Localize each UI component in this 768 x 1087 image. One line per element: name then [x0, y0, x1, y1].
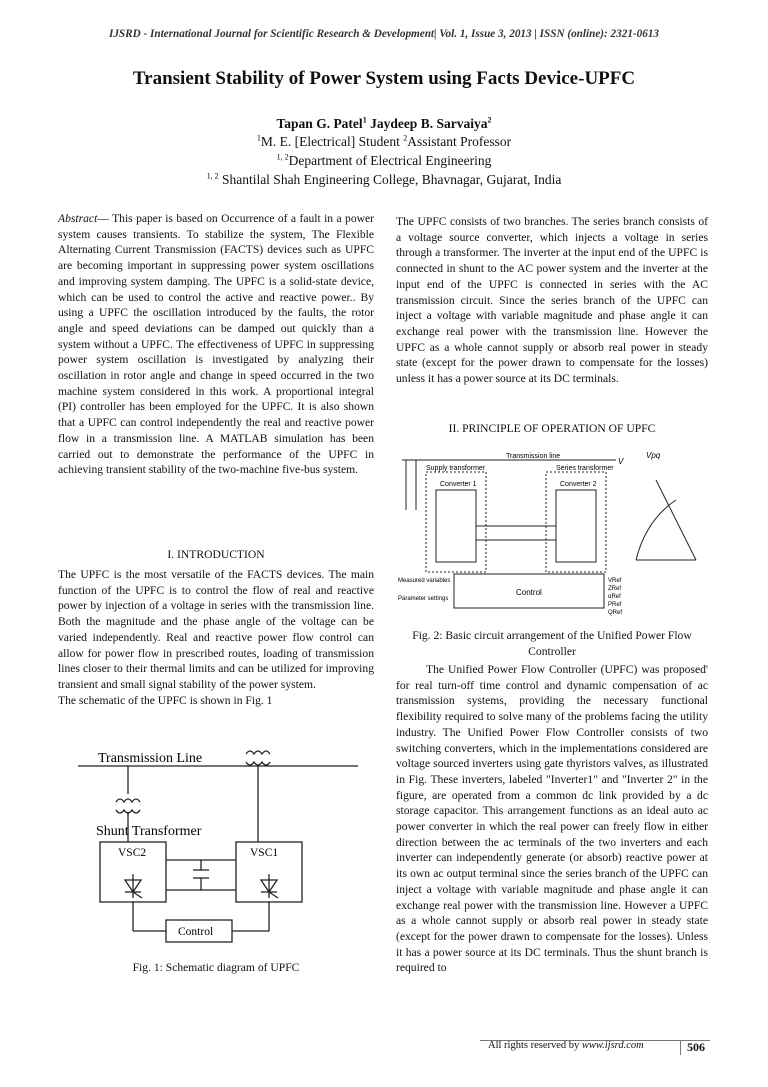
- abstract: [58, 211, 374, 478]
- right-paragraph-1: The UPFC consists of two branches. The series branch consists of a voltage source converter, which injects a voltage in series through a transformer. The inverter at the input end of the UPFC is connected in shunt to the AC power system and the inverter at the input end of the UPFC is connected in series with the AC transmission circuit. Since the series branch of the UPFC can inject a voltage with variable magnitude and phase angle it can exchange real power with the transmission line. However the UPFC as a whole cannot supply or absorb real power in steady state (except for the power drawn to compensate for the losses) unless it has a power source at its DC terminals.: [396, 215, 708, 386]
- fig2-zref-label: ZRef: [608, 586, 622, 592]
- section-principle-heading: II. PRINCIPLE OF OPERATION OF UPFC: [448, 422, 656, 435]
- fig1-vsc2-label: VSC2: [118, 847, 147, 859]
- fig2-vref-label: VRef: [608, 578, 622, 584]
- fig2-converter2-label: Converter 2: [560, 481, 597, 488]
- paper-title: Transient Stability of Power System using Facts Device-UPFC: [132, 68, 636, 89]
- fig1-vsc1-label: VSC1: [250, 847, 279, 859]
- aff2-text: Department of Electrical Engineering: [288, 153, 492, 168]
- aff1-text-b: Assistant Professor: [407, 134, 512, 149]
- author-1-sup: 1: [362, 115, 367, 125]
- fig1-shunt-transformer-label: Shunt Transformer: [96, 824, 202, 839]
- fig2-series-transformer-label: Series transformer: [556, 465, 614, 472]
- fig2-transmission-line-label: Transmission line: [506, 453, 561, 460]
- upfc-schematic-diagram: [58, 742, 374, 974]
- footer-site-link[interactable]: www.ijsrd.com: [581, 1040, 644, 1051]
- fig2-parameter-label: Parameter settings: [398, 596, 449, 602]
- aff1-sup: 1: [256, 133, 261, 143]
- right-paragraph-2: The Unified Power Flow Controller (UPFC) was proposed' for real turn-off time control and dynamic compensation of ac transmission systems, providing the necessary functional flexibility required to solve many of the problems facing the utility industry. The Unified Power Flow Controller consists of two switching converters, which in the implementations considered are voltage sourced inverters using gate thyristors valves, as illustrated in Fig. These inverters, labeled "Inverter1" and "Inverter 2" in the figure, are operated from a common dc link provided by a dc storage capacitor. This arrangement functions as an ideal auto ac power converter in which the real power can freely flow in either direction between the ac terminals of the two inverters and each inverter can independently generate (or absorb) reactive power at its own ac output terminal since the series branch of the UPFC can inject a voltage with variable magnitude and phase angle it can exchange real power with the transmission line. However a UPFC as a whole cannot supply or absorb real power in steady state (except for the power drawn to compensate for the losses). Unless it has a power source at its DC terminals. Thus the shunt branch is required to: [396, 663, 708, 975]
- fig2-supply-transformer-label: Supply transformer: [426, 465, 486, 472]
- figure-1: [58, 742, 374, 974]
- page-number: 506: [680, 1040, 711, 1055]
- figure-2: [396, 450, 708, 624]
- author-2-sup: 2: [487, 115, 492, 125]
- authors: [0, 116, 768, 132]
- fig2-v-label: V: [618, 457, 624, 466]
- intro-body: [58, 567, 374, 708]
- footer-text: [488, 1040, 644, 1051]
- fig2-qref-label: QRef: [608, 610, 623, 616]
- fig2-measured-label: Measured variables: [398, 578, 451, 584]
- upfc-circuit-arrangement: [396, 450, 708, 624]
- abstract-label: Abstract: [58, 212, 98, 225]
- fig2-vpq-label: Vpq: [646, 451, 661, 460]
- aff3-sup: 1, 2: [206, 171, 219, 181]
- journal-header: IJSRD - International Journal for Scientific Research & Development| Vol. 1, Issue 3, 2013 | ISSN (online): 2321-0613: [108, 28, 660, 40]
- fig2-caption: Fig. 2: Basic circuit arrangement of the Unified Power Flow Controller: [412, 629, 692, 658]
- fig2-aref-label: αRef: [608, 594, 621, 600]
- fig1-transmission-line-label: Transmission Line: [98, 751, 203, 766]
- fig1-control-label: Control: [178, 926, 214, 938]
- intro-paragraph: The UPFC is the most versatile of the FACTS devices. The main function of the UPFC is to control the flow of real and reactive power by injection of a voltage in series with the transmission line. Both the magnitude and the phase angle of the voltage can be varied independently. Real and reactive power flow control can allow for power flow in prescribed routes, loading of transmission lines closer to their thermal limits and can be utilized for improving transient and small signal stability of the power system.: [58, 568, 374, 691]
- affiliation-1: [0, 134, 768, 150]
- fig1-caption: Fig. 1: Schematic diagram of UPFC: [132, 961, 300, 974]
- abstract-text: — This paper is based on Occurrence of a fault in a power system causes transients. To stabilize the system, The Flexible Alternating Current Transmission (FACTS) devices such as UPFC are becoming important in suppressing power system oscillations and improving system damping. The UPFC is a solid-state device, which can be used to control the active and reactive power.. By using a UPFC the oscillation introduced by the faults, the rotor angle and speed deviations can be damped out quickly than a system without a UPFC. The effectiveness of UPFC in suppressing power system oscillation is investigated by analyzing their oscillation in rotor angle and change in speed occurred in the two machine system considered in this work. A proportional integral (PI) controller has been employed for the UPFC. It is also shown that a UPFC can control independently the real and reactive power flow in a transmission line. A MATLAB simulation has been carried out to demonstrate the performance of the UPFC in achieving transient stability of the two-machine five-bus system.: [58, 212, 374, 477]
- author-2: Jaydeep B. Sarvaiya: [366, 116, 488, 131]
- fig2-control-label: Control: [516, 588, 542, 597]
- aff2-sup: 1, 2: [276, 152, 289, 162]
- author-1: Tapan G. Patel: [276, 116, 363, 131]
- fig2-converter1-label: Converter 1: [440, 481, 477, 488]
- fig2-pref-label: PRef: [608, 602, 622, 608]
- aff3-text: Shantilal Shah Engineering College, Bhavnagar, Gujarat, India: [218, 172, 562, 187]
- affiliation-2: [0, 153, 768, 169]
- footer-rights: All rights reserved by: [488, 1040, 582, 1051]
- affiliation-3: [0, 172, 768, 188]
- aff1-text: M. E. [Electrical] Student: [260, 134, 404, 149]
- aff1-sup2: 2: [403, 133, 408, 143]
- section-intro-heading: I. INTRODUCTION: [167, 548, 265, 561]
- intro-paragraph-2: The schematic of the UPFC is shown in Fig. 1: [58, 693, 273, 707]
